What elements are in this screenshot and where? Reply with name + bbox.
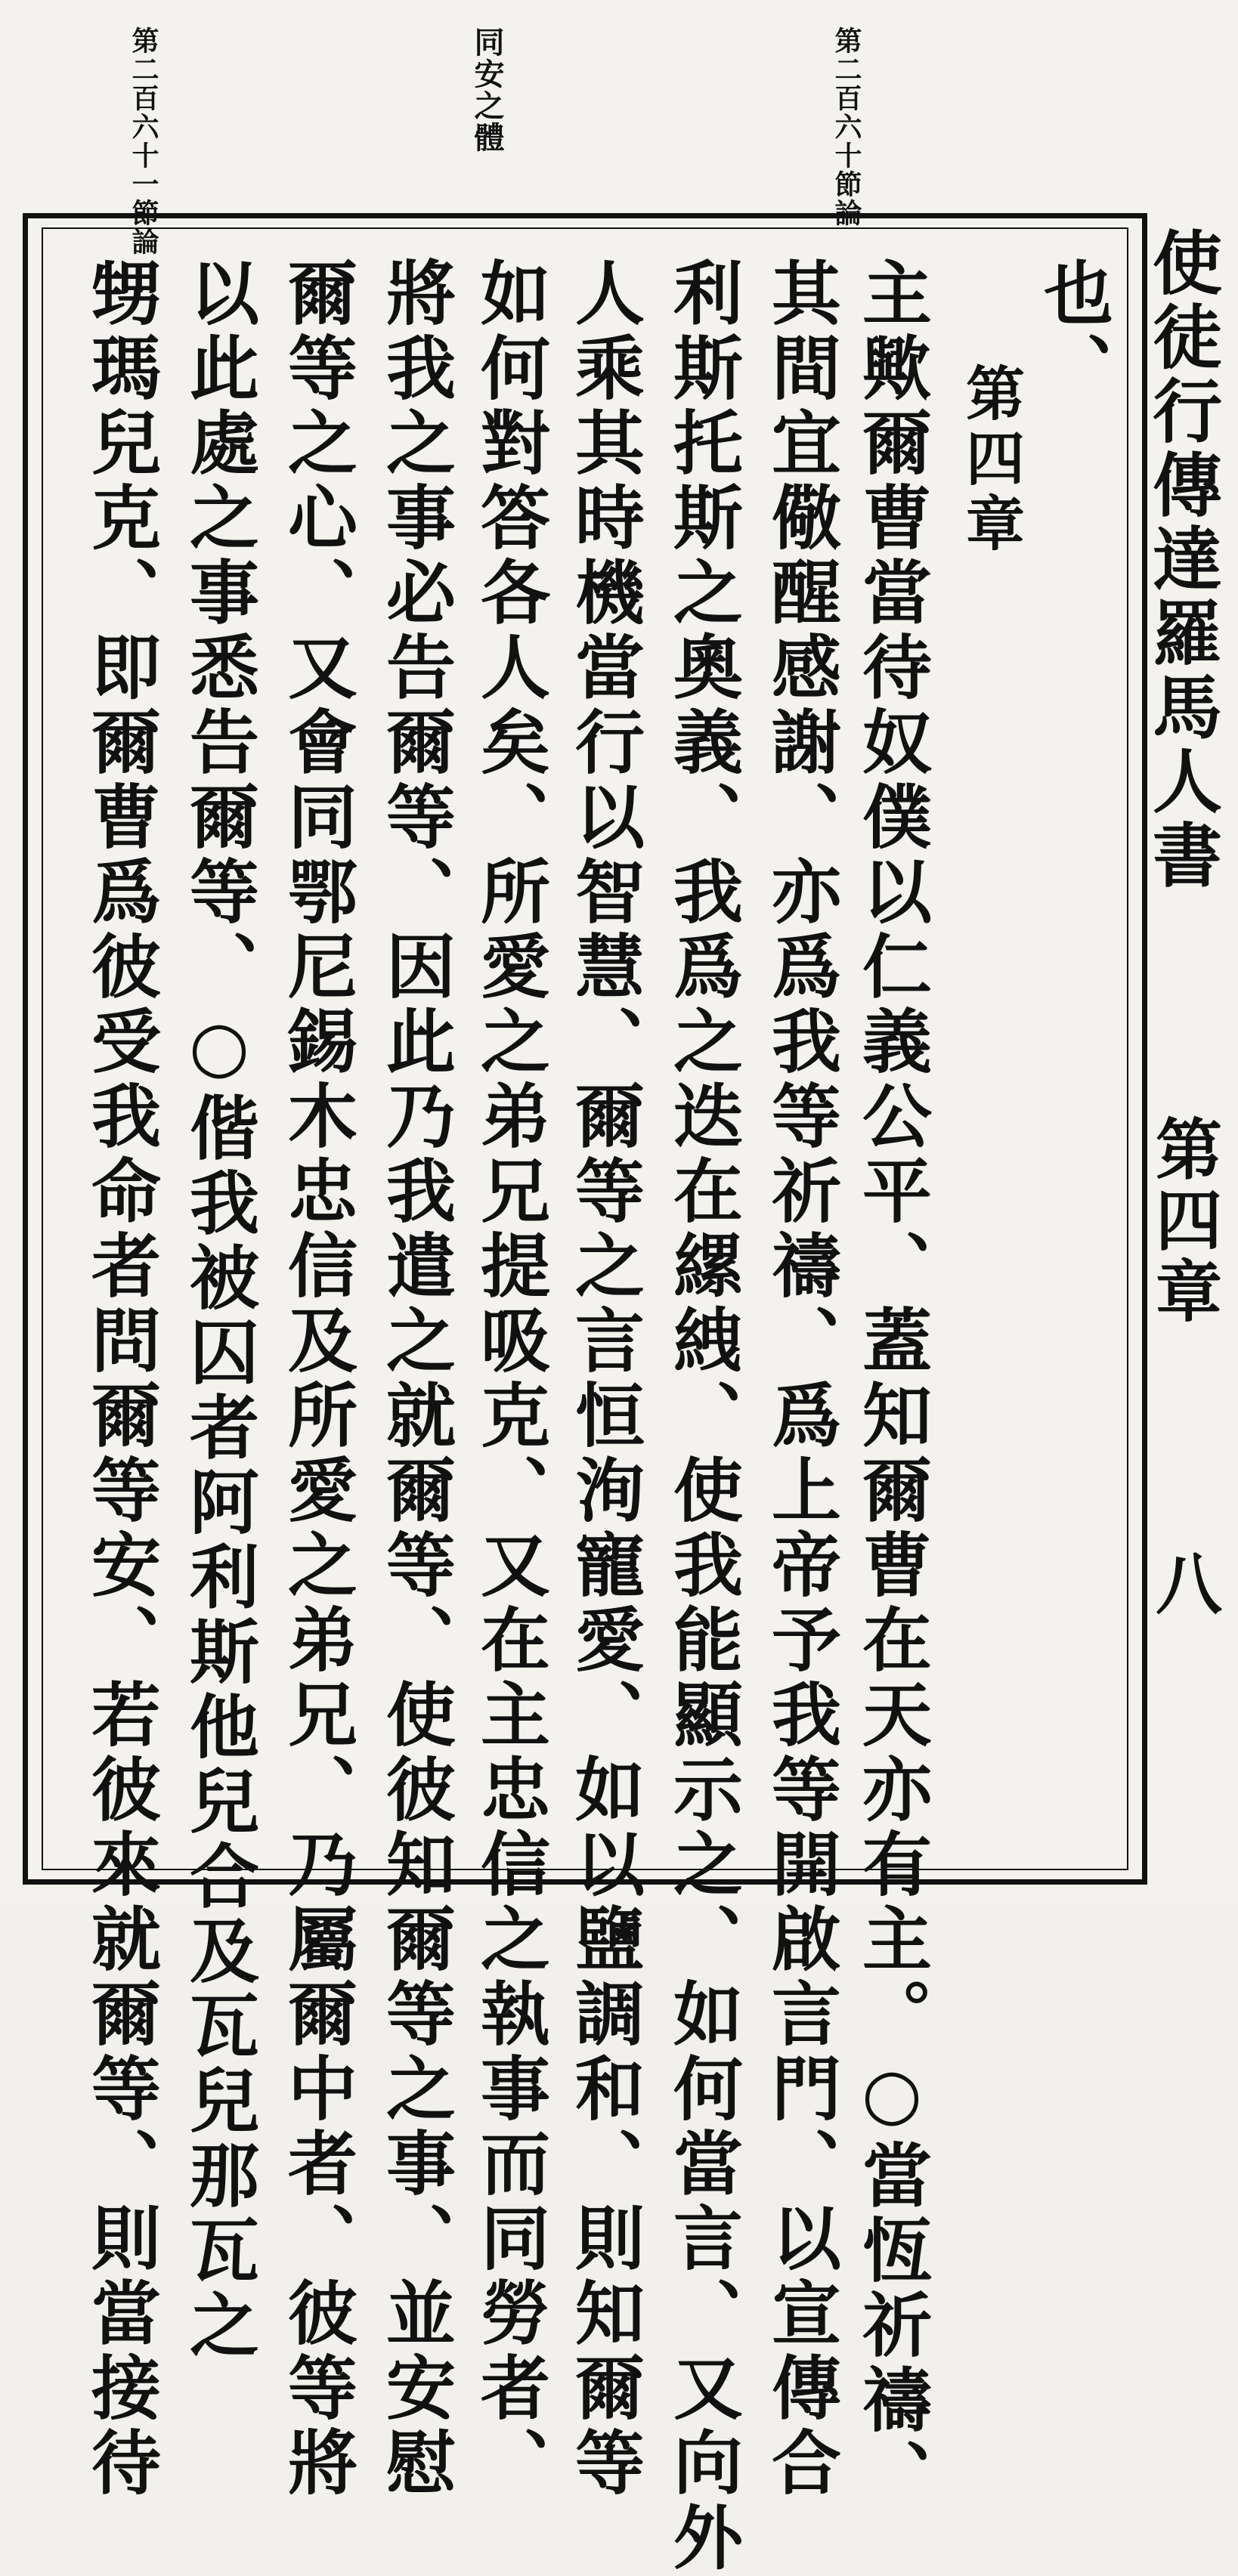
text-column-2: 主歟爾曹當待奴僕以仁義公平、蓋知爾曹在天亦有主。○當恆祈禱、	[851, 257, 933, 2513]
text-column-1: 也、	[1032, 257, 1114, 407]
top-note-left: 第二百六十一節論	[128, 26, 159, 256]
text-column-5: 人乘其時機當行以智慧、爾等之言恒洵寵愛、如以鹽調和、則知爾等	[564, 257, 645, 2501]
text-column-9: 以此處之事悉告爾等、○偕我被囚者阿利斯他兒合及瓦兒那瓦之	[178, 257, 260, 2364]
text-column-7: 將我之事必告爾等、因此乃我遣之就爾等、使彼知爾等之事、並安慰	[375, 257, 457, 2501]
running-header-title: 使徒行傳達羅馬人書	[1141, 227, 1223, 893]
text-column-8: 爾等之心、又會同鄂尼錫木忠信及所愛之弟兄、乃屬爾中者、彼等將	[277, 257, 358, 2501]
chapter-heading: 第四章	[956, 363, 1025, 558]
top-note-right: 第二百六十節論	[831, 26, 862, 227]
text-column-10: 甥瑪兒克、即爾曹爲彼受我命者問爾等安、若彼來就爾等、則當接待	[80, 257, 162, 2501]
page-number: 八	[1145, 1549, 1224, 1616]
top-note-center: 同安之體	[469, 26, 505, 153]
text-column-4: 利斯托斯之奧義、我爲之迭在縲絏、使我能顯示之、如何當言、又向外	[662, 257, 744, 2576]
running-header-chapter: 第四章	[1145, 1115, 1224, 1328]
text-column-3: 其間宜儆醒感謝、亦爲我等祈禱、爲上帝予我等開啟言門、以宣傳合	[760, 257, 842, 2501]
text-column-6: 如何對答各人矣、所愛之弟兄提吸克、又在主忠信之執事而同勞者、	[469, 257, 551, 2501]
